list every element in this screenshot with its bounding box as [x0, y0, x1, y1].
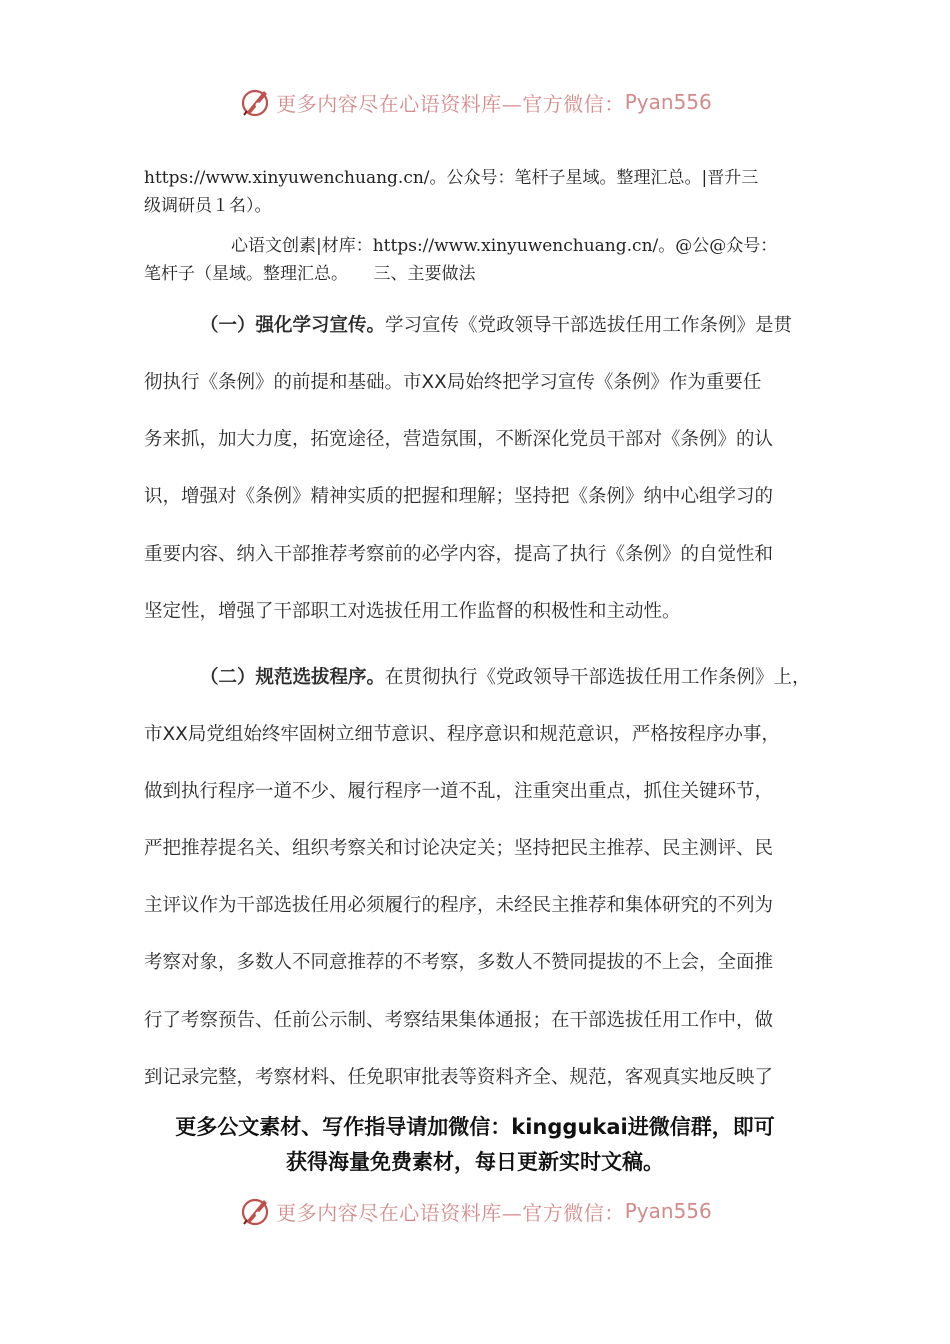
footer-banner: [0, 1191, 950, 1231]
banner-wechat-id: Pyan556: [624, 90, 712, 114]
quill-pen-circle-icon: [238, 1194, 272, 1228]
section1-line: 坚定性，增强了干部职工对选拔任用工作监督的积极性和主动性。: [144, 601, 681, 622]
section1-line: 重要内容、纳入干部推荐考察前的必学内容，提高了执行《条例》的自觉性和: [144, 544, 774, 565]
footer-note-line-2: 获得海量免费素材，每日更新实时文稿。: [286, 1150, 664, 1174]
section1-first-line: [200, 311, 880, 337]
section2-line: 做到执行程序一道不少、履行程序一道不乱，注重突出重点，抓住关键环节，: [144, 781, 774, 802]
section2-line: 行了考察预告、任前公示制、考察结果集体通报；在干部选拔任用工作中，做: [144, 1010, 774, 1031]
section2-first-line-text: 在贯彻执行《党政领导干部选拔任用工作条例》上，: [385, 667, 811, 688]
intro-line-4: 笔杆子（星域。整理汇总。 三、主要做法: [144, 264, 476, 284]
intro-line-2: 级调研员１名）。: [144, 196, 272, 216]
header-banner: [0, 82, 950, 122]
section1-first-line-text: 学习宣传《党政领导干部选拔任用工作条例》是贯: [385, 315, 793, 336]
section1-line: 彻执行《条例》的前提和基础。市XX局始终把学习宣传《条例》作为重要任: [144, 372, 762, 393]
section2-heading: （二）规范选拔程序。: [200, 667, 386, 688]
section1-heading: （一）强化学习宣传。: [200, 315, 386, 336]
banner-wechat-id: Pyan556: [624, 1199, 712, 1223]
section2-line: 严把推荐提名关、组织考察关和讨论决定关；坚持把民主推荐、民主测评、民: [144, 838, 774, 859]
section1-line: 识，增强对《条例》精神实质的把握和理解；坚持把《条例》纳中心组学习的: [144, 486, 774, 507]
intro-line-3: 心语文创素|材库：https://www.xinyuwenchuang.cn/。@公@众号：: [231, 236, 778, 256]
banner-text: 更多内容尽在心语资料库—官方微信：: [276, 1200, 625, 1225]
section2-line: 到记录完整，考察材料、任免职审批表等资料齐全、规范，客观真实地反映了: [144, 1067, 774, 1088]
banner-text: 更多内容尽在心语资料库—官方微信：: [276, 91, 625, 116]
quill-pen-circle-icon: [238, 85, 272, 119]
section2-line: 市XX局党组始终牢固树立细节意识、程序意识和规范意识，严格按程序办事，: [144, 724, 780, 745]
section1-line: 务来抓，加大力度，拓宽途径，营造氛围，不断深化党员干部对《条例》的认: [144, 429, 774, 450]
section2-line: 考察对象，多数人不同意推荐的不考察，多数人不赞同提拔的不上会，全面推: [144, 952, 774, 973]
intro-line-1: https://www.xinyuwenchuang.cn/。公众号：笔杆子星域。整理汇总。|晋升三: [144, 168, 759, 188]
section2-line: 主评议作为干部选拔任用必须履行的程序，未经民主推荐和集体研究的不列为: [144, 895, 774, 916]
footer-note-line-1: 更多公文素材、写作指导请加微信：kinggukai进微信群，即可: [175, 1115, 775, 1139]
section2-first-line: [200, 663, 880, 689]
